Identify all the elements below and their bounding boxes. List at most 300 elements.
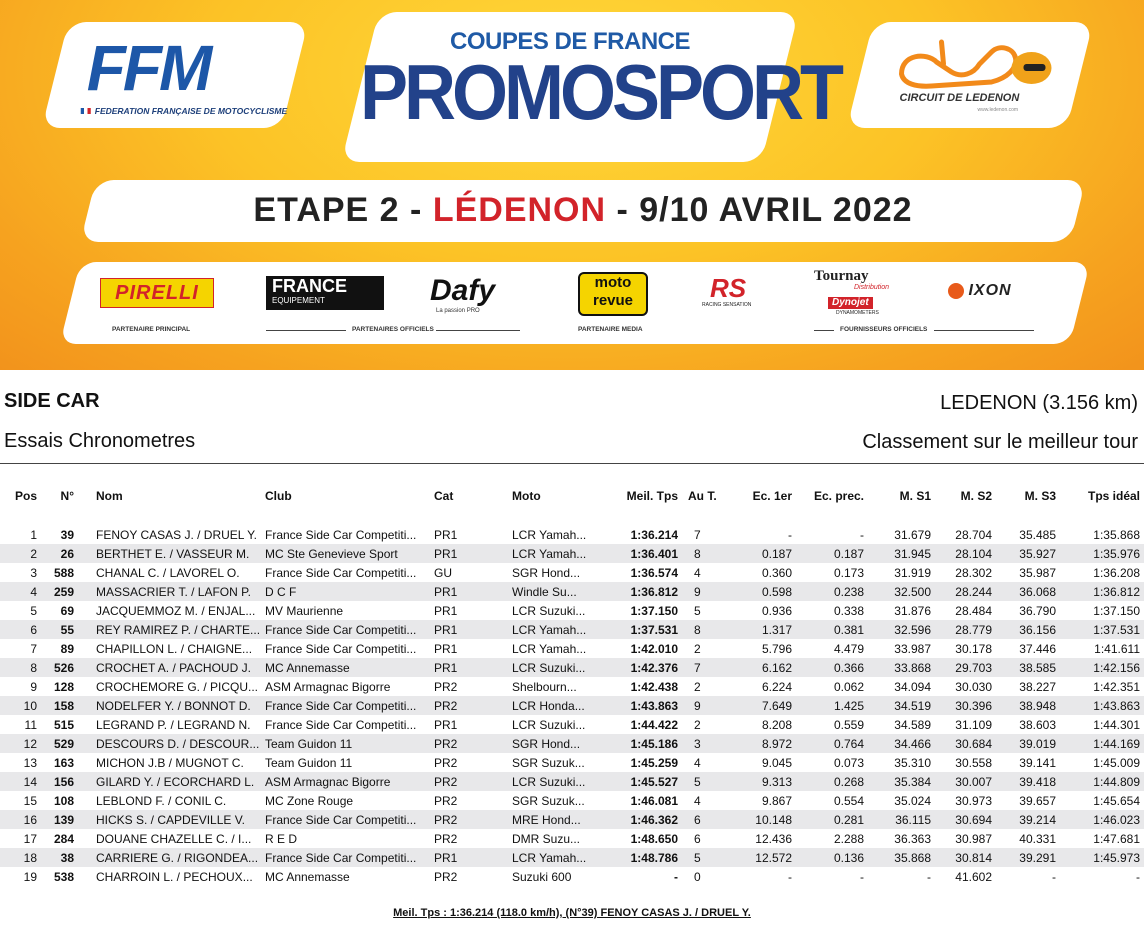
cell-pos: 11 bbox=[0, 715, 43, 734]
dafy-logo bbox=[430, 274, 520, 318]
cell-name: FENOY CASAS J. / DRUEL Y. bbox=[80, 525, 265, 544]
col-header-gap-prev: Ec. prec. bbox=[813, 489, 864, 503]
cell-cat: PR1 bbox=[434, 620, 512, 639]
cell-gap-first: 9.045 bbox=[738, 753, 792, 772]
rs-logo bbox=[702, 274, 782, 310]
cell-name: REY RAMIREZ P. / CHARTE... bbox=[80, 620, 265, 639]
cell-pos: 10 bbox=[0, 696, 43, 715]
cell-gap-prev: - bbox=[792, 867, 864, 886]
cell-cat: PR2 bbox=[434, 734, 512, 753]
pirelli-logo bbox=[100, 278, 214, 308]
cell-gap-first: 12.436 bbox=[738, 829, 792, 848]
table-row bbox=[0, 848, 1144, 867]
france-equipement-logo bbox=[266, 276, 384, 310]
cell-name: CHANAL C. / LAVOREL O. bbox=[80, 563, 265, 582]
cell-ideal-time: 1:37.531 bbox=[1056, 620, 1144, 639]
cell-s3: 39.418 bbox=[992, 772, 1056, 791]
ixon-logo bbox=[948, 282, 1058, 304]
cell-ideal-time: 1:46.023 bbox=[1056, 810, 1144, 829]
cell-gap-prev: 0.238 bbox=[792, 582, 864, 601]
cell-cat: PR2 bbox=[434, 810, 512, 829]
cell-pos: 8 bbox=[0, 658, 43, 677]
caption-line-right bbox=[436, 330, 520, 331]
stage-prefix: ETAPE 2 - bbox=[253, 191, 433, 229]
cell-s1: 32.596 bbox=[864, 620, 931, 639]
promosport-card bbox=[341, 12, 841, 162]
cell-moto: LCR Yamah... bbox=[512, 848, 594, 867]
cell-pos: 9 bbox=[0, 677, 43, 696]
cell-ideal-time: 1:45.654 bbox=[1056, 791, 1144, 810]
cell-gap-first: - bbox=[738, 525, 792, 544]
table-row bbox=[0, 601, 1144, 620]
cell-s2: 29.703 bbox=[931, 658, 992, 677]
cell-s1: 31.876 bbox=[864, 601, 931, 620]
col-header-ideal-time: Tps idéal bbox=[1087, 489, 1140, 503]
cell-s3: 39.214 bbox=[992, 810, 1056, 829]
cell-name: CHAPILLON L. / CHAIGNE... bbox=[80, 639, 265, 658]
caption-principal: PARTENAIRE PRINCIPAL bbox=[112, 326, 191, 333]
cell-s2: 30.007 bbox=[931, 772, 992, 791]
cell-lap: 3 bbox=[686, 734, 738, 753]
cell-s2: 41.602 bbox=[931, 867, 992, 886]
ffm-logo-text: FFM bbox=[86, 32, 210, 104]
cell-ideal-time: 1:41.611 bbox=[1056, 639, 1144, 658]
cell-best-time: 1:48.786 bbox=[594, 848, 686, 867]
cell-cat: PR1 bbox=[434, 639, 512, 658]
cell-name: MASSACRIER T. / LAFON P. bbox=[80, 582, 265, 601]
stage-title bbox=[88, 191, 1078, 230]
dynojet-text: Dynojet bbox=[828, 297, 873, 309]
cell-cat: PR2 bbox=[434, 791, 512, 810]
col-header-name: Nom bbox=[96, 489, 123, 503]
col-header-s3: M. S3 bbox=[1024, 489, 1056, 503]
cell-cat: PR2 bbox=[434, 677, 512, 696]
table-row bbox=[0, 696, 1144, 715]
cell-best-time: 1:36.214 bbox=[594, 525, 686, 544]
cell-s1: 35.868 bbox=[864, 848, 931, 867]
cell-moto: LCR Honda... bbox=[512, 696, 594, 715]
table-header-row bbox=[0, 487, 1144, 505]
rs-logo-text: RS bbox=[710, 273, 747, 303]
cell-s2: 31.109 bbox=[931, 715, 992, 734]
cell-name: LEBLOND F. / CONIL C. bbox=[80, 791, 265, 810]
cell-cat: PR1 bbox=[434, 601, 512, 620]
cell-s2: 30.987 bbox=[931, 829, 992, 848]
cell-s2: 28.704 bbox=[931, 525, 992, 544]
cell-number: 89 bbox=[43, 639, 80, 658]
results-body bbox=[0, 505, 1144, 886]
cell-pos: 6 bbox=[0, 620, 43, 639]
cell-s1: 35.024 bbox=[864, 791, 931, 810]
cell-club: MV Maurienne bbox=[265, 601, 434, 620]
france-equipement-sub: EQUIPEMENT bbox=[272, 296, 325, 305]
cell-best-time: 1:46.362 bbox=[594, 810, 686, 829]
cell-cat: PR2 bbox=[434, 867, 512, 886]
cell-gap-prev: 0.338 bbox=[792, 601, 864, 620]
cell-number: 39 bbox=[43, 525, 80, 544]
cell-pos: 14 bbox=[0, 772, 43, 791]
cell-moto: Windle Su... bbox=[512, 582, 594, 601]
cell-cat: PR2 bbox=[434, 829, 512, 848]
tournay-dynojet-logo bbox=[814, 268, 924, 318]
cell-name: CHARROIN L. / PECHOUX... bbox=[80, 867, 265, 886]
cell-club: ASM Armagnac Bigorre bbox=[265, 677, 434, 696]
cell-lap: 2 bbox=[686, 715, 738, 734]
table-row bbox=[0, 791, 1144, 810]
cell-lap: 4 bbox=[686, 791, 738, 810]
cell-pos: 18 bbox=[0, 848, 43, 867]
cell-s3: 38.585 bbox=[992, 658, 1056, 677]
results-table bbox=[0, 487, 1144, 886]
cell-lap: 0 bbox=[686, 867, 738, 886]
cell-cat: PR2 bbox=[434, 753, 512, 772]
cell-ideal-time: 1:44.301 bbox=[1056, 715, 1144, 734]
cell-s3: 39.291 bbox=[992, 848, 1056, 867]
cell-s3: 36.068 bbox=[992, 582, 1056, 601]
cell-gap-first: 6.224 bbox=[738, 677, 792, 696]
cell-ideal-time: 1:36.812 bbox=[1056, 582, 1144, 601]
cell-s3: 37.446 bbox=[992, 639, 1056, 658]
cell-s1: 34.094 bbox=[864, 677, 931, 696]
cell-ideal-time: - bbox=[1056, 867, 1144, 886]
table-row bbox=[0, 620, 1144, 639]
cell-s3: 35.987 bbox=[992, 563, 1056, 582]
cell-cat: PR1 bbox=[434, 848, 512, 867]
cell-lap: 9 bbox=[686, 696, 738, 715]
cell-lap: 6 bbox=[686, 829, 738, 848]
cell-club: MC Annemasse bbox=[265, 658, 434, 677]
stage-card bbox=[80, 180, 1085, 242]
cell-lap: 9 bbox=[686, 582, 738, 601]
circuit-url: www.ledenon.com bbox=[977, 107, 1019, 113]
caption-line-left-2 bbox=[814, 330, 834, 331]
cell-best-time: 1:37.150 bbox=[594, 601, 686, 620]
cell-s3: 39.141 bbox=[992, 753, 1056, 772]
tournay-sub: Distribution bbox=[854, 284, 890, 291]
cell-moto: LCR Yamah... bbox=[512, 525, 594, 544]
col-header-gap-first: Ec. 1er bbox=[752, 489, 792, 503]
cell-s1: 35.310 bbox=[864, 753, 931, 772]
cell-name: CARRIERE G. / RIGONDEA... bbox=[80, 848, 265, 867]
cell-s2: 28.302 bbox=[931, 563, 992, 582]
cell-lap: 7 bbox=[686, 525, 738, 544]
caption-fournisseurs: FOURNISSEURS OFFICIELS bbox=[840, 326, 928, 333]
cell-ideal-time: 1:44.169 bbox=[1056, 734, 1144, 753]
cell-s2: 30.684 bbox=[931, 734, 992, 753]
cell-lap: 2 bbox=[686, 677, 738, 696]
col-header-lap: Au T. bbox=[688, 489, 717, 503]
cell-gap-first: 1.317 bbox=[738, 620, 792, 639]
cell-gap-prev: 1.425 bbox=[792, 696, 864, 715]
cell-number: 139 bbox=[43, 810, 80, 829]
cell-name: BERTHET E. / VASSEUR M. bbox=[80, 544, 265, 563]
cell-moto: LCR Suzuki... bbox=[512, 772, 594, 791]
ixon-icon bbox=[948, 283, 964, 299]
cell-ideal-time: 1:35.976 bbox=[1056, 544, 1144, 563]
cell-moto: SGR Hond... bbox=[512, 563, 594, 582]
cell-moto: LCR Suzuki... bbox=[512, 601, 594, 620]
cell-club: France Side Car Competiti... bbox=[265, 563, 434, 582]
cell-number: 128 bbox=[43, 677, 80, 696]
cell-number: 156 bbox=[43, 772, 80, 791]
cell-number: 526 bbox=[43, 658, 80, 677]
cell-ideal-time: 1:35.868 bbox=[1056, 525, 1144, 544]
french-flag-icon bbox=[81, 108, 91, 114]
cell-moto: SGR Suzuk... bbox=[512, 753, 594, 772]
cell-best-time: 1:45.186 bbox=[594, 734, 686, 753]
circuit-card bbox=[847, 22, 1093, 128]
table-row bbox=[0, 715, 1144, 734]
cell-s1: - bbox=[864, 867, 931, 886]
cell-club: MC Annemasse bbox=[265, 867, 434, 886]
cell-moto: DMR Suzu... bbox=[512, 829, 594, 848]
table-row bbox=[0, 810, 1144, 829]
table-row bbox=[0, 582, 1144, 601]
cell-s2: 30.973 bbox=[931, 791, 992, 810]
cell-pos: 16 bbox=[0, 810, 43, 829]
cell-number: 538 bbox=[43, 867, 80, 886]
cell-s3: 38.948 bbox=[992, 696, 1056, 715]
cell-s1: 36.115 bbox=[864, 810, 931, 829]
caption-media: PARTENAIRE MEDIA bbox=[578, 326, 643, 333]
cell-gap-first: 8.972 bbox=[738, 734, 792, 753]
cell-gap-prev: 0.268 bbox=[792, 772, 864, 791]
cell-club: France Side Car Competiti... bbox=[265, 715, 434, 734]
cell-lap: 2 bbox=[686, 639, 738, 658]
cell-gap-prev: 0.136 bbox=[792, 848, 864, 867]
cell-cat: PR1 bbox=[434, 544, 512, 563]
stage-venue: LÉDENON bbox=[432, 191, 607, 229]
circuit-track-icon bbox=[882, 34, 1062, 94]
cell-moto: LCR Yamah... bbox=[512, 620, 594, 639]
cell-best-time: - bbox=[594, 867, 686, 886]
cell-gap-prev: 0.073 bbox=[792, 753, 864, 772]
cell-lap: 5 bbox=[686, 772, 738, 791]
cell-pos: 4 bbox=[0, 582, 43, 601]
partners-card bbox=[60, 262, 1090, 344]
cell-name: JACQUEMMOZ M. / ENJAL... bbox=[80, 601, 265, 620]
cell-s3: 38.227 bbox=[992, 677, 1056, 696]
cell-name: CROCHEMORE G. / PICQU... bbox=[80, 677, 265, 696]
cell-best-time: 1:44.422 bbox=[594, 715, 686, 734]
cell-s2: 30.558 bbox=[931, 753, 992, 772]
cell-best-time: 1:36.812 bbox=[594, 582, 686, 601]
cell-pos: 5 bbox=[0, 601, 43, 620]
circuit-logo-text: CIRCUIT DE LEDENON bbox=[899, 92, 1020, 104]
cell-cat: PR1 bbox=[434, 582, 512, 601]
cell-club: France Side Car Competiti... bbox=[265, 620, 434, 639]
cell-s1: 36.363 bbox=[864, 829, 931, 848]
cell-s1: 34.466 bbox=[864, 734, 931, 753]
cell-moto: LCR Suzuki... bbox=[512, 658, 594, 677]
pirelli-logo-text: PIRELLI bbox=[115, 282, 199, 304]
cell-s3: 35.927 bbox=[992, 544, 1056, 563]
table-row bbox=[0, 525, 1144, 544]
cell-number: 26 bbox=[43, 544, 80, 563]
cell-gap-prev: - bbox=[792, 525, 864, 544]
cell-best-time: 1:42.376 bbox=[594, 658, 686, 677]
dafy-logo-text: Dafy bbox=[430, 274, 496, 307]
table-spacer bbox=[0, 505, 1144, 525]
event-series: COUPES DE FRANCE bbox=[449, 28, 691, 55]
cell-name: GILARD Y. / ECORCHARD L. bbox=[80, 772, 265, 791]
cell-name: HICKS S. / CAPDEVILLE V. bbox=[80, 810, 265, 829]
cell-best-time: 1:36.574 bbox=[594, 563, 686, 582]
cell-gap-first: 10.148 bbox=[738, 810, 792, 829]
cell-gap-first: 0.598 bbox=[738, 582, 792, 601]
cell-club: Team Guidon 11 bbox=[265, 734, 434, 753]
cell-ideal-time: 1:42.351 bbox=[1056, 677, 1144, 696]
cell-name: DESCOURS D. / DESCOUR... bbox=[80, 734, 265, 753]
cell-name: DOUANE CHAZELLE C. / I... bbox=[80, 829, 265, 848]
cell-gap-first: 9.313 bbox=[738, 772, 792, 791]
cell-moto: LCR Yamah... bbox=[512, 544, 594, 563]
cell-best-time: 1:43.863 bbox=[594, 696, 686, 715]
cell-number: 69 bbox=[43, 601, 80, 620]
cell-s3: 36.156 bbox=[992, 620, 1056, 639]
cell-s2: 28.244 bbox=[931, 582, 992, 601]
cell-lap: 7 bbox=[686, 658, 738, 677]
cell-gap-prev: 0.187 bbox=[792, 544, 864, 563]
table-row bbox=[0, 867, 1144, 886]
cell-cat: PR2 bbox=[434, 772, 512, 791]
table-row bbox=[0, 544, 1144, 563]
col-header-pos: Pos bbox=[14, 489, 37, 503]
cell-ideal-time: 1:43.863 bbox=[1056, 696, 1144, 715]
cell-pos: 2 bbox=[0, 544, 43, 563]
cell-best-time: 1:37.531 bbox=[594, 620, 686, 639]
cell-s2: 28.779 bbox=[931, 620, 992, 639]
cell-name: MICHON J.B / MUGNOT C. bbox=[80, 753, 265, 772]
cell-ideal-time: 1:42.156 bbox=[1056, 658, 1144, 677]
cell-club: France Side Car Competiti... bbox=[265, 639, 434, 658]
cell-gap-first: 8.208 bbox=[738, 715, 792, 734]
cell-pos: 7 bbox=[0, 639, 43, 658]
cell-best-time: 1:45.527 bbox=[594, 772, 686, 791]
cell-gap-prev: 4.479 bbox=[792, 639, 864, 658]
france-equipement-text: FRANCE bbox=[272, 276, 347, 296]
cell-s1: 33.868 bbox=[864, 658, 931, 677]
moto-revue-logo bbox=[578, 272, 648, 316]
cell-ideal-time: 1:45.009 bbox=[1056, 753, 1144, 772]
cell-moto: Suzuki 600 bbox=[512, 867, 594, 886]
col-header-s2: M. S2 bbox=[960, 489, 992, 503]
cell-lap: 5 bbox=[686, 848, 738, 867]
cell-s3: 39.019 bbox=[992, 734, 1056, 753]
table-row bbox=[0, 563, 1144, 582]
table-row bbox=[0, 677, 1144, 696]
cell-number: 588 bbox=[43, 563, 80, 582]
cell-s1: 33.987 bbox=[864, 639, 931, 658]
cell-moto: SGR Hond... bbox=[512, 734, 594, 753]
cell-ideal-time: 1:37.150 bbox=[1056, 601, 1144, 620]
cell-s2: 30.030 bbox=[931, 677, 992, 696]
cell-gap-first: 0.360 bbox=[738, 563, 792, 582]
col-header-cat: Cat bbox=[434, 489, 454, 503]
dafy-sub: La passion PRO bbox=[436, 308, 480, 314]
cell-best-time: 1:45.259 bbox=[594, 753, 686, 772]
rs-sub: RACING SENSATION bbox=[702, 302, 752, 308]
col-header-club: Club bbox=[265, 489, 292, 503]
header-divider bbox=[0, 463, 1144, 464]
cell-moto: LCR Yamah... bbox=[512, 639, 594, 658]
table-row bbox=[0, 639, 1144, 658]
cell-lap: 4 bbox=[686, 753, 738, 772]
cell-club: D C F bbox=[265, 582, 434, 601]
cell-s3: - bbox=[992, 867, 1056, 886]
cell-lap: 5 bbox=[686, 601, 738, 620]
cell-club: ASM Armagnac Bigorre bbox=[265, 772, 434, 791]
cell-club: France Side Car Competiti... bbox=[265, 810, 434, 829]
cell-s1: 32.500 bbox=[864, 582, 931, 601]
cell-gap-first: 0.936 bbox=[738, 601, 792, 620]
col-header-best-time: Meil. Tps bbox=[626, 489, 678, 503]
cell-pos: 3 bbox=[0, 563, 43, 582]
tournay-text: Tournay bbox=[814, 268, 869, 284]
caption-line-right-2 bbox=[934, 330, 1034, 331]
cell-number: 55 bbox=[43, 620, 80, 639]
cell-number: 158 bbox=[43, 696, 80, 715]
best-lap-summary: Meil. Tps : 1:36.214 (118.0 km/h), (N°39) FENOY CASAS J. / DRUEL Y. bbox=[393, 907, 751, 919]
cell-cat: PR1 bbox=[434, 658, 512, 677]
cell-best-time: 1:48.650 bbox=[594, 829, 686, 848]
cell-lap: 8 bbox=[686, 620, 738, 639]
cell-best-time: 1:42.010 bbox=[594, 639, 686, 658]
cell-moto: MRE Hond... bbox=[512, 810, 594, 829]
caption-officiels: PARTENAIRES OFFICIELS bbox=[352, 326, 434, 333]
caption-line-left bbox=[266, 330, 346, 331]
cell-s2: 28.484 bbox=[931, 601, 992, 620]
cell-s3: 38.603 bbox=[992, 715, 1056, 734]
ffm-card bbox=[42, 22, 308, 128]
cell-name: LEGRAND P. / LEGRAND N. bbox=[80, 715, 265, 734]
moto-revue-text-2: revue bbox=[592, 292, 634, 309]
stage-dates: - 9/10 AVRIL 2022 bbox=[606, 191, 913, 229]
cell-s1: 34.589 bbox=[864, 715, 931, 734]
cell-cat: PR2 bbox=[434, 696, 512, 715]
cell-number: 163 bbox=[43, 753, 80, 772]
cell-gap-prev: 0.281 bbox=[792, 810, 864, 829]
cell-s3: 40.331 bbox=[992, 829, 1056, 848]
cell-s1: 34.519 bbox=[864, 696, 931, 715]
cell-lap: 4 bbox=[686, 563, 738, 582]
cell-gap-first: 0.187 bbox=[738, 544, 792, 563]
ixon-logo-text: IXON bbox=[968, 282, 1012, 299]
table-row bbox=[0, 829, 1144, 848]
cell-gap-first: 9.867 bbox=[738, 791, 792, 810]
cell-number: 259 bbox=[43, 582, 80, 601]
cell-cat: PR1 bbox=[434, 715, 512, 734]
cell-gap-first: 5.796 bbox=[738, 639, 792, 658]
cell-pos: 13 bbox=[0, 753, 43, 772]
cell-ideal-time: 1:47.681 bbox=[1056, 829, 1144, 848]
ffm-subtitle: FEDERATION FRANÇAISE DE MOTOCYCLISME bbox=[94, 106, 288, 116]
col-header-number: N° bbox=[60, 489, 74, 503]
cell-best-time: 1:42.438 bbox=[594, 677, 686, 696]
cell-gap-prev: 0.381 bbox=[792, 620, 864, 639]
cell-gap-prev: 0.062 bbox=[792, 677, 864, 696]
session-title: Essais Chronometres bbox=[4, 430, 196, 452]
cell-gap-prev: 2.288 bbox=[792, 829, 864, 848]
table-row bbox=[0, 772, 1144, 791]
cell-s1: 31.945 bbox=[864, 544, 931, 563]
circuit-logo bbox=[882, 34, 1062, 120]
event-banner bbox=[0, 0, 1144, 370]
cell-s3: 35.485 bbox=[992, 525, 1056, 544]
cell-s1: 35.384 bbox=[864, 772, 931, 791]
cell-number: 38 bbox=[43, 848, 80, 867]
category-title: SIDE CAR bbox=[4, 390, 100, 412]
